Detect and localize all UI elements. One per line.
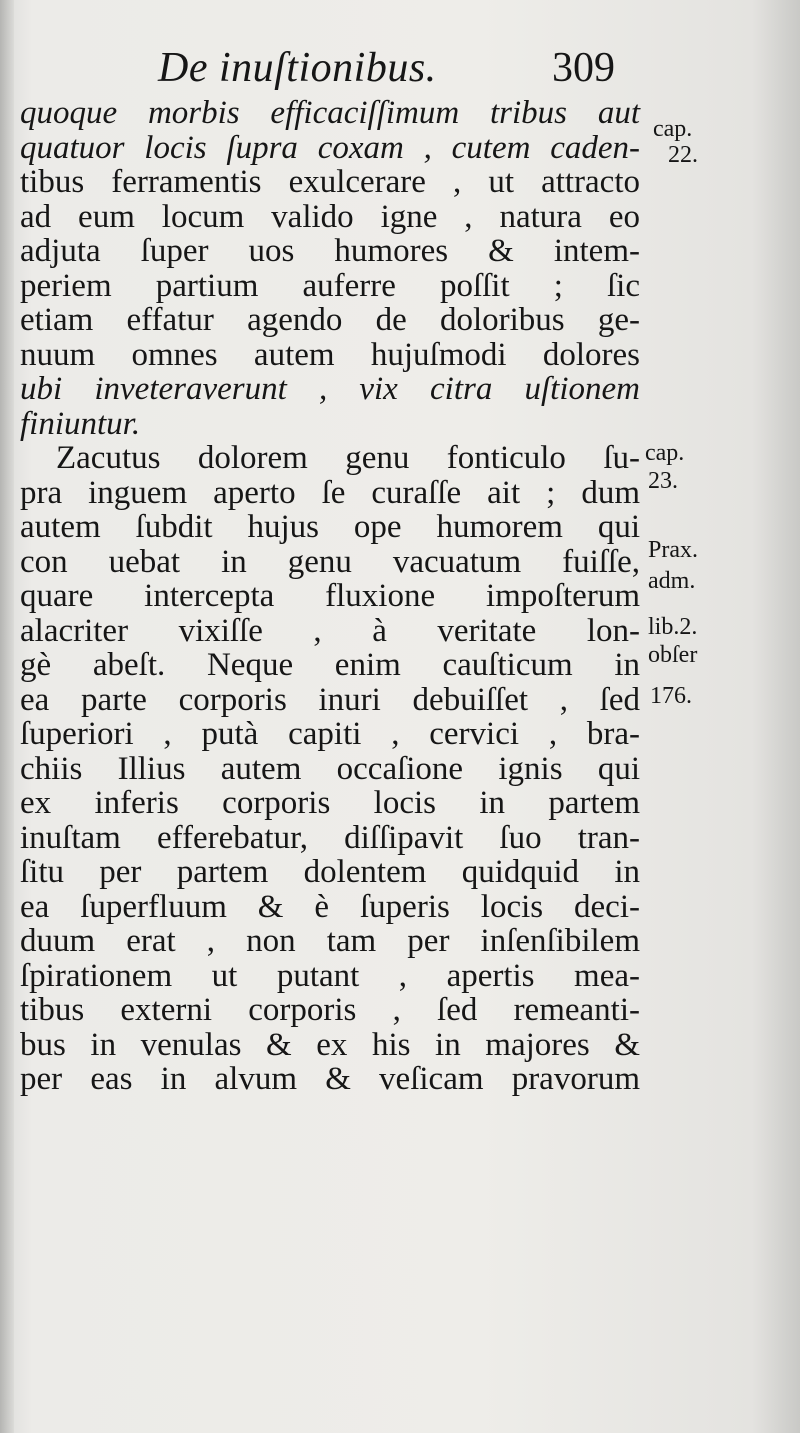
text-line: chiis Illius autem occaſione ignis qui bbox=[20, 750, 640, 787]
text-line: per eas in alvum & veſicam pravorum bbox=[20, 1061, 640, 1097]
binding-shadow bbox=[0, 0, 14, 1433]
text-line: quoque morbis efficaciſſimum tribus aut bbox=[20, 95, 640, 131]
margin-note: lib.2. bbox=[648, 614, 698, 640]
text-line: con uebat in genu vacuatum fuiſſe, bbox=[20, 543, 640, 580]
text-line: ex inferis corporis locis in partem bbox=[20, 785, 640, 821]
text-line: ſpirationem ut putant , apertis mea- bbox=[20, 957, 640, 994]
text-line: ea ſuperfluum & è ſuperis locis deci- bbox=[20, 888, 640, 925]
text-line: autem ſubdit hujus ope humorem qui bbox=[20, 509, 640, 545]
text-line: finiuntur. bbox=[20, 405, 141, 442]
text-line: ad eum locum valido igne , natura eo bbox=[20, 198, 640, 235]
margin-note: 176. bbox=[650, 683, 692, 709]
text-line: adjuta ſuper uos humores & intem- bbox=[20, 233, 640, 269]
margin-note: cap. bbox=[645, 440, 685, 466]
text-line: pra inguem aperto ſe curaſſe ait ; dum bbox=[20, 474, 640, 511]
text-line: quatuor locis ſupra coxam , cutem caden- bbox=[20, 129, 640, 166]
page-number: 309 bbox=[552, 45, 615, 91]
text-line: quare intercepta fluxione impoſterum bbox=[20, 578, 640, 614]
text-line: periem partium auferre poſſit ; ſic bbox=[20, 267, 640, 304]
text-line: ſuperiori , putà capiti , cervici , bra- bbox=[20, 716, 640, 752]
margin-note: obſer bbox=[648, 642, 698, 668]
margin-note: adm. bbox=[648, 568, 696, 594]
body-text bbox=[20, 96, 640, 1097]
text-line: ſitu per partem dolentem quidquid in bbox=[20, 854, 640, 890]
text-line: tibus ferramentis exulcerare , ut attracto bbox=[20, 164, 640, 200]
text-line: ea parte corporis inuri debuiſſet , ſed bbox=[20, 681, 640, 718]
text-line: alacriter vixiſſe , à veritate lon- bbox=[20, 612, 640, 649]
text-line: Zacutus dolorem genu fonticulo ſu- bbox=[56, 440, 640, 476]
text-line: nuum omnes autem hujuſmodi dolores bbox=[20, 336, 640, 373]
text-line: duum erat , non tam per inſenſibilem bbox=[20, 923, 640, 959]
margin-note: 22. bbox=[668, 142, 698, 168]
text-line: ubi inveteraverunt , vix citra uſtionem bbox=[20, 371, 640, 407]
margin-note: 23. bbox=[648, 468, 678, 494]
text-line: gè abeſt. Neque enim cauſticum in bbox=[20, 647, 640, 683]
text-line: etiam effatur agendo de doloribus ge- bbox=[20, 302, 640, 338]
text-line: bus in venulas & ex his in majores & bbox=[20, 1026, 640, 1063]
running-head: De inuſtionibus. bbox=[158, 45, 437, 91]
margin-note: cap. bbox=[653, 116, 693, 142]
margin-note: Prax. bbox=[648, 537, 698, 563]
text-line: inuſtam efferebatur, diſſipavit ſuo tran- bbox=[20, 819, 640, 856]
text-line: tibus externi corporis , ſed remeanti- bbox=[20, 992, 640, 1028]
page-header bbox=[0, 44, 800, 100]
